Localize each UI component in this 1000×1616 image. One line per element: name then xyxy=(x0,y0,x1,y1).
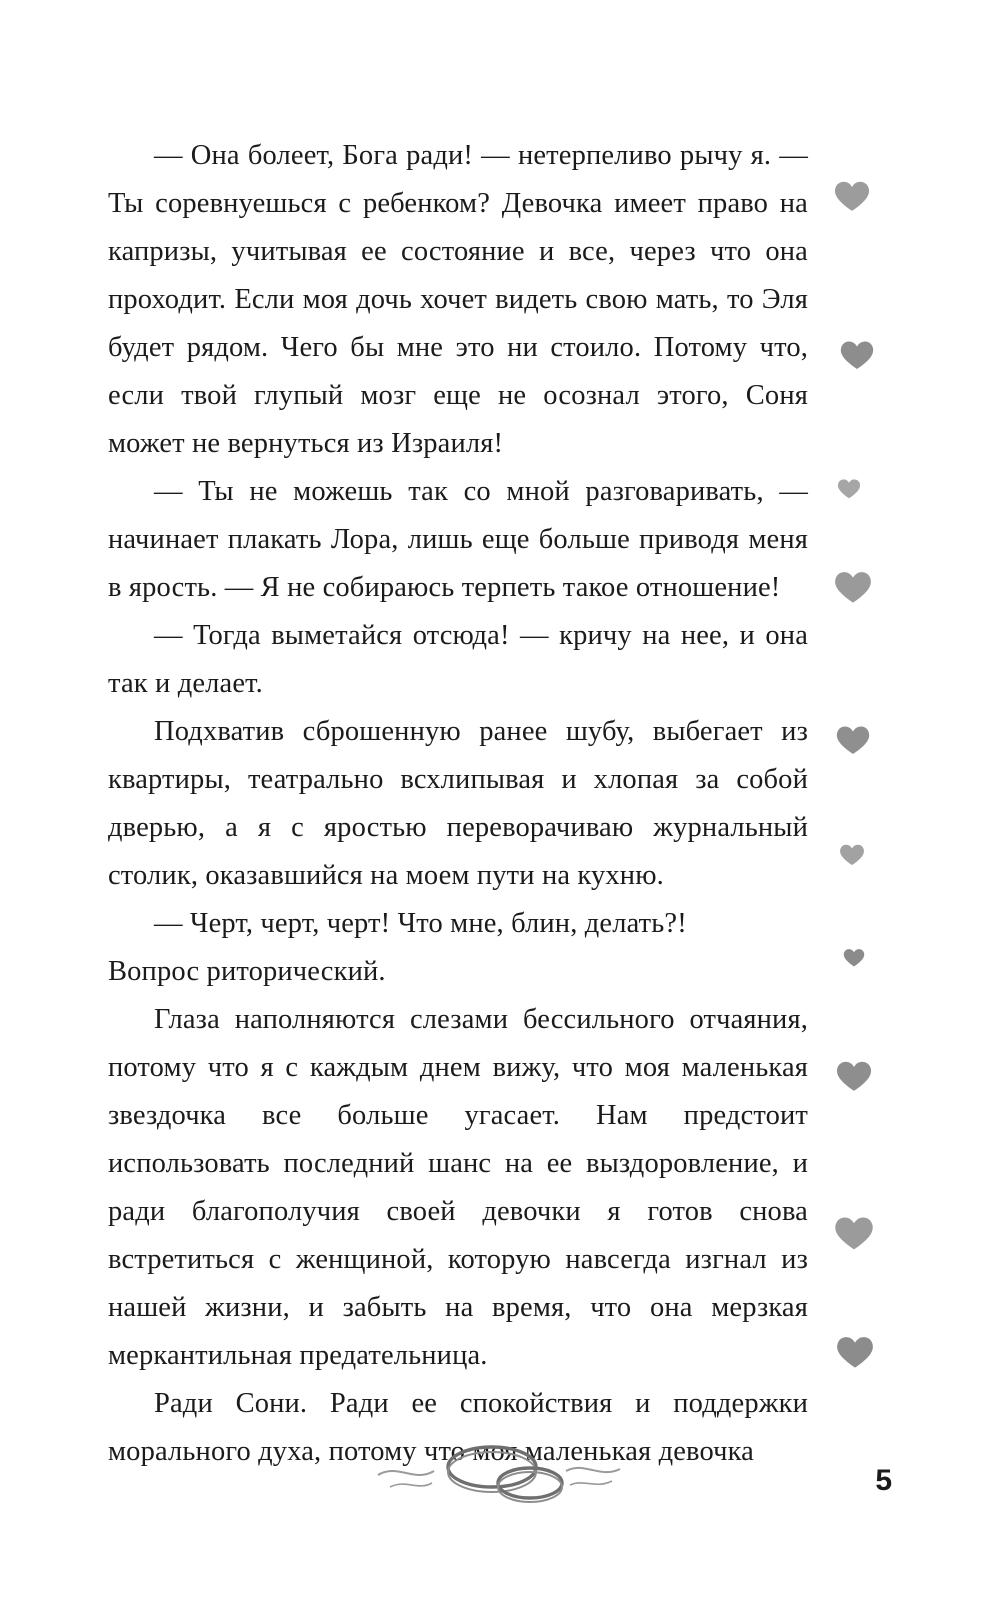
paragraph: — Черт, черт, черт! Что мне, блин, делать?! xyxy=(154,908,687,939)
wedding-rings-ornament xyxy=(0,1431,1000,1516)
heart-decoration-column xyxy=(828,150,888,1400)
paragraph: Подхватив сброшенную ранее шубу, выбегает из квартиры, театрально всхлипывая и хлопая за собой дверью, а я с яростью переворачиваю журнальный столик, оказавшийся на моем пути на кухню. xyxy=(108,716,808,891)
heart-icon xyxy=(834,1330,876,1372)
heart-icon xyxy=(838,840,866,868)
heart-icon xyxy=(836,475,862,501)
paragraph: — Она болеет, Бога ради! — нетерпеливо рычу я. — Ты соревнуешься с ребенком? Девочка имеет право на капризы, учитывая ее состояние и все, через что она проходит. Если моя дочь хочет видеть свою мать, то Эля будет рядом. Чего бы мне это ни стоило. Потому что, если твой глупый мозг еще не осознал этого, Соня может не вернуться из Израиля! xyxy=(108,140,808,459)
paragraph: — Ты не можешь так со мной разговаривать, — начинает плакать Лора, лишь еще больше приводя меня в ярость. — Я не собираюсь терпеть такое отношение! xyxy=(108,476,808,603)
paragraph: — Тогда выметайся отсюда! — кричу на нее, и она так и делает. xyxy=(108,620,808,699)
heart-icon xyxy=(838,335,876,373)
paragraph: Глаза наполняются слезами бессильного отчаяния, потому что я с каждым днем вижу, что моя маленькая звездочка все больше угасает. Нам предстоит использовать последний шанс на ее выздоровление, и ради благополучия своей девочки я готов снова встретиться с женщиной, которую навсегда изгнал из нашей жизни, и забыть на время, что она мерзкая меркантильная предательница. xyxy=(108,1004,808,1371)
heart-icon xyxy=(832,565,874,607)
paragraph: Ради Сони. Ради ее спокойствия и поддержки морального духа, потому что моя маленькая девочка xyxy=(108,1388,808,1467)
heart-icon xyxy=(834,1055,874,1095)
heart-icon xyxy=(832,175,872,215)
heart-icon xyxy=(832,1210,876,1254)
paragraph: Вопрос риторический. xyxy=(108,956,386,987)
page-number: 5 xyxy=(875,1464,892,1497)
heart-icon xyxy=(834,720,872,758)
body-text xyxy=(108,132,808,1476)
heart-icon xyxy=(842,945,866,969)
